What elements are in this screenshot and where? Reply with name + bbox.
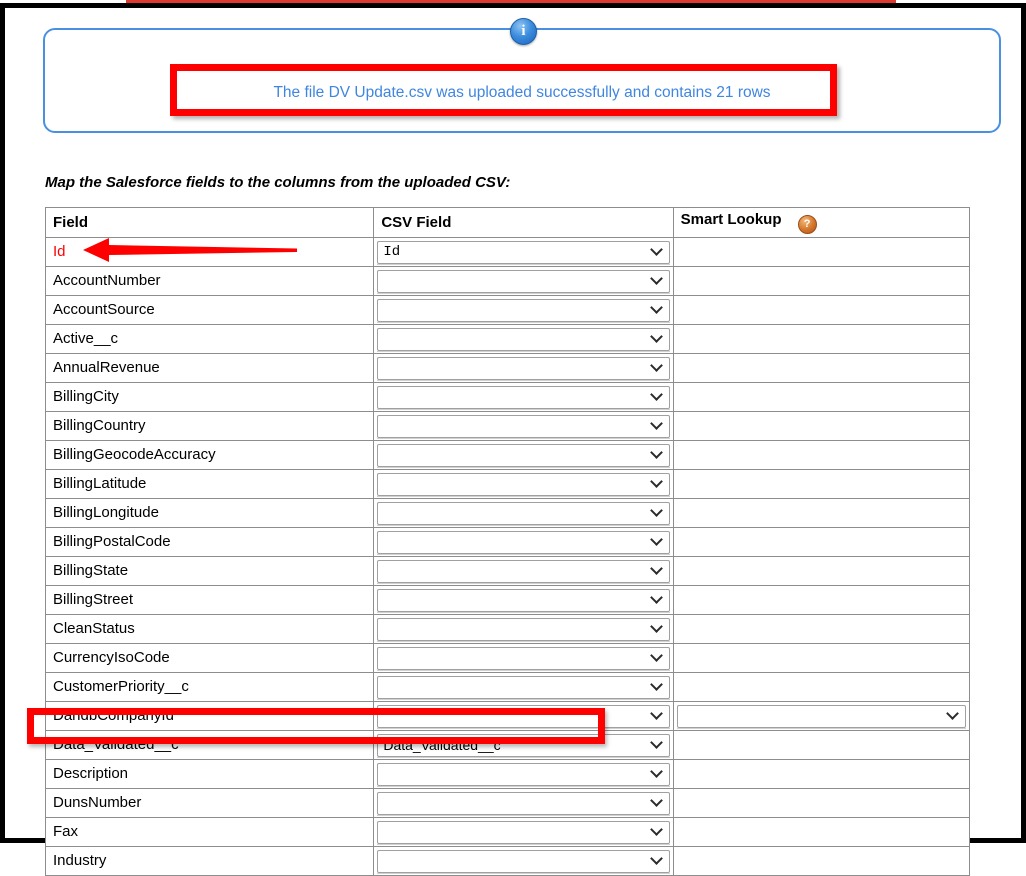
csv-field-select[interactable] xyxy=(377,705,669,728)
csv-field-select[interactable] xyxy=(377,299,669,322)
smart-lookup-cell xyxy=(673,731,969,760)
table-row xyxy=(46,441,970,470)
csv-field-cell xyxy=(374,760,673,789)
field-name-cell xyxy=(46,586,374,615)
upload-status-message: The file DV Update.csv was uploaded successfully and contains 21 rows xyxy=(273,84,771,101)
table-row xyxy=(46,731,970,760)
field-name-cell xyxy=(46,673,374,702)
csv-field-select-wrapper[interactable] xyxy=(377,647,669,670)
top-red-annotation-strip xyxy=(126,0,896,3)
csv-field-select[interactable] xyxy=(377,270,669,293)
csv-field-cell xyxy=(374,789,673,818)
column-header-csv-field: CSV Field xyxy=(374,208,673,238)
smart-lookup-select[interactable] xyxy=(677,705,966,728)
csv-field-select-wrapper[interactable] xyxy=(377,531,669,554)
table-row xyxy=(46,789,970,818)
field-name-label: Id xyxy=(53,243,66,260)
table-row xyxy=(46,412,970,441)
field-name-label: BillingPostalCode xyxy=(53,533,171,550)
csv-field-select[interactable] xyxy=(377,444,669,467)
table-row xyxy=(46,557,970,586)
csv-field-select[interactable] xyxy=(377,560,669,583)
field-name-cell xyxy=(46,760,374,789)
field-name-label: BillingStreet xyxy=(53,591,134,608)
field-name-cell xyxy=(46,441,374,470)
smart-lookup-cell xyxy=(673,847,969,876)
csv-field-select[interactable] xyxy=(377,618,669,641)
smart-lookup-cell xyxy=(673,760,969,789)
field-name-cell xyxy=(46,412,374,441)
smart-lookup-cell xyxy=(673,470,969,499)
csv-field-cell xyxy=(374,470,673,499)
column-header-smart-lookup xyxy=(673,208,969,238)
table-row xyxy=(46,818,970,847)
csv-field-select-wrapper[interactable] xyxy=(377,386,669,409)
smart-lookup-cell xyxy=(673,644,969,673)
mapping-instruction: Map the Salesforce fields to the columns from the uploaded CSV: xyxy=(45,174,511,191)
field-name-cell xyxy=(46,615,374,644)
field-name-label: Active__c xyxy=(53,330,119,347)
field-name-cell xyxy=(46,702,374,731)
table-row xyxy=(46,383,970,412)
smart-lookup-cell xyxy=(673,615,969,644)
help-icon[interactable]: ? xyxy=(798,215,817,234)
field-name-cell xyxy=(46,499,374,528)
field-name-label: CleanStatus xyxy=(53,620,135,637)
field-name-cell xyxy=(46,847,374,876)
table-row xyxy=(46,847,970,876)
csv-field-select[interactable] xyxy=(377,415,669,438)
field-name-label: BillingCountry xyxy=(53,417,146,434)
field-name-label: BillingCity xyxy=(53,388,119,405)
csv-field-select-wrapper[interactable] xyxy=(377,821,669,844)
smart-lookup-cell xyxy=(673,441,969,470)
field-name-cell xyxy=(46,267,374,296)
csv-field-select-wrapper[interactable] xyxy=(377,241,669,264)
table-row xyxy=(46,296,970,325)
field-name-label: AccountNumber xyxy=(53,272,161,289)
table-row xyxy=(46,470,970,499)
csv-field-select-wrapper[interactable] xyxy=(377,415,669,438)
csv-field-cell xyxy=(374,412,673,441)
field-name-cell xyxy=(46,325,374,354)
csv-field-select[interactable] xyxy=(377,792,669,815)
column-header-smart-lookup-label: Smart Lookup xyxy=(680,211,782,228)
table-row xyxy=(46,238,970,267)
csv-field-cell xyxy=(374,296,673,325)
field-name-label: BillingLongitude xyxy=(53,504,159,521)
smart-lookup-cell xyxy=(673,296,969,325)
table-row xyxy=(46,267,970,296)
field-name-label: AnnualRevenue xyxy=(53,359,160,376)
csv-field-select-wrapper[interactable] xyxy=(377,792,669,815)
csv-field-select-wrapper[interactable] xyxy=(377,502,669,525)
csv-field-select-wrapper[interactable] xyxy=(377,560,669,583)
table-row xyxy=(46,702,970,731)
csv-field-cell xyxy=(374,615,673,644)
csv-field-cell xyxy=(374,354,673,383)
screen-frame xyxy=(0,3,1026,869)
csv-field-cell xyxy=(374,528,673,557)
field-name-label: CustomerPriority__c xyxy=(53,678,189,695)
csv-field-cell xyxy=(374,499,673,528)
csv-field-cell xyxy=(374,731,673,760)
field-name-label: BillingGeocodeAccuracy xyxy=(53,446,216,463)
csv-field-cell xyxy=(374,644,673,673)
csv-field-cell xyxy=(374,267,673,296)
smart-lookup-cell xyxy=(673,354,969,383)
table-row xyxy=(46,586,970,615)
csv-field-cell xyxy=(374,586,673,615)
csv-field-select-wrapper[interactable] xyxy=(377,270,669,293)
table-row xyxy=(46,499,970,528)
csv-field-select-wrapper[interactable] xyxy=(377,357,669,380)
csv-field-select-wrapper[interactable] xyxy=(377,589,669,612)
table-row xyxy=(46,528,970,557)
field-name-label: Data_Validated__c xyxy=(53,736,179,753)
field-name-label: DandbCompanyId xyxy=(53,707,174,724)
table-row xyxy=(46,760,970,789)
csv-field-select[interactable] xyxy=(377,850,669,873)
smart-lookup-cell xyxy=(673,325,969,354)
csv-field-cell xyxy=(374,702,673,731)
table-row xyxy=(46,325,970,354)
smart-lookup-select-wrapper[interactable] xyxy=(677,705,966,728)
csv-field-select-wrapper[interactable] xyxy=(377,705,669,728)
column-header-field: Field xyxy=(46,208,374,238)
smart-lookup-cell xyxy=(673,499,969,528)
field-mapping-table xyxy=(45,207,970,876)
csv-field-select-wrapper[interactable] xyxy=(377,299,669,322)
smart-lookup-cell xyxy=(673,412,969,441)
csv-field-select[interactable] xyxy=(377,821,669,844)
csv-field-select-wrapper[interactable] xyxy=(377,473,669,496)
csv-field-select[interactable] xyxy=(377,531,669,554)
smart-lookup-cell xyxy=(673,586,969,615)
field-name-cell xyxy=(46,528,374,557)
field-name-label: Description xyxy=(53,765,129,782)
csv-field-select-wrapper[interactable] xyxy=(377,763,669,786)
csv-field-select[interactable] xyxy=(377,502,669,525)
table-row xyxy=(46,354,970,383)
csv-field-cell xyxy=(374,383,673,412)
field-name-cell xyxy=(46,789,374,818)
upload-notification-panel xyxy=(43,23,1001,133)
field-name-label: BillingState xyxy=(53,562,129,579)
mapping-table-container xyxy=(45,207,970,869)
smart-lookup-cell xyxy=(673,818,969,847)
field-name-cell xyxy=(46,383,374,412)
field-name-cell xyxy=(46,818,374,847)
field-name-label: AccountSource xyxy=(53,301,155,318)
field-name-cell xyxy=(46,296,374,325)
table-row xyxy=(46,673,970,702)
csv-field-select[interactable] xyxy=(377,328,669,351)
csv-field-select-wrapper[interactable] xyxy=(377,444,669,467)
csv-field-select[interactable] xyxy=(377,241,669,264)
csv-field-select[interactable] xyxy=(377,676,669,699)
csv-field-select[interactable] xyxy=(377,357,669,380)
field-name-cell xyxy=(46,731,374,760)
csv-field-cell xyxy=(374,847,673,876)
field-name-label: Fax xyxy=(53,823,79,840)
csv-field-select-wrapper[interactable] xyxy=(377,850,669,873)
table-header-row xyxy=(46,208,970,238)
field-name-cell xyxy=(46,644,374,673)
smart-lookup-cell xyxy=(673,528,969,557)
field-name-cell xyxy=(46,354,374,383)
csv-field-select-wrapper[interactable] xyxy=(377,328,669,351)
csv-field-cell xyxy=(374,325,673,354)
info-icon: i xyxy=(510,18,537,45)
table-row xyxy=(46,615,970,644)
smart-lookup-cell xyxy=(673,267,969,296)
field-name-label: Industry xyxy=(53,852,107,869)
smart-lookup-cell xyxy=(673,789,969,818)
smart-lookup-cell xyxy=(673,673,969,702)
csv-field-select[interactable] xyxy=(377,473,669,496)
field-name-label: DunsNumber xyxy=(53,794,142,811)
field-name-cell xyxy=(46,238,374,267)
field-mapping-rows xyxy=(46,238,970,876)
csv-field-select-wrapper[interactable] xyxy=(377,734,669,757)
smart-lookup-cell xyxy=(673,383,969,412)
field-name-cell xyxy=(46,557,374,586)
field-name-label: CurrencyIsoCode xyxy=(53,649,170,666)
csv-field-select-wrapper[interactable] xyxy=(377,676,669,699)
page-body xyxy=(5,8,1021,869)
smart-lookup-cell xyxy=(673,702,969,731)
csv-field-select[interactable] xyxy=(377,589,669,612)
field-name-label: BillingLatitude xyxy=(53,475,147,492)
csv-field-cell xyxy=(374,673,673,702)
csv-field-select[interactable] xyxy=(377,734,669,757)
csv-field-select[interactable] xyxy=(377,647,669,670)
smart-lookup-cell xyxy=(673,557,969,586)
csv-field-select-wrapper[interactable] xyxy=(377,618,669,641)
smart-lookup-cell xyxy=(673,238,969,267)
csv-field-cell xyxy=(374,818,673,847)
csv-field-cell xyxy=(374,238,673,267)
field-name-cell xyxy=(46,470,374,499)
csv-field-cell xyxy=(374,441,673,470)
csv-field-cell xyxy=(374,557,673,586)
csv-field-select[interactable] xyxy=(377,386,669,409)
csv-field-select[interactable] xyxy=(377,763,669,786)
table-row xyxy=(46,644,970,673)
